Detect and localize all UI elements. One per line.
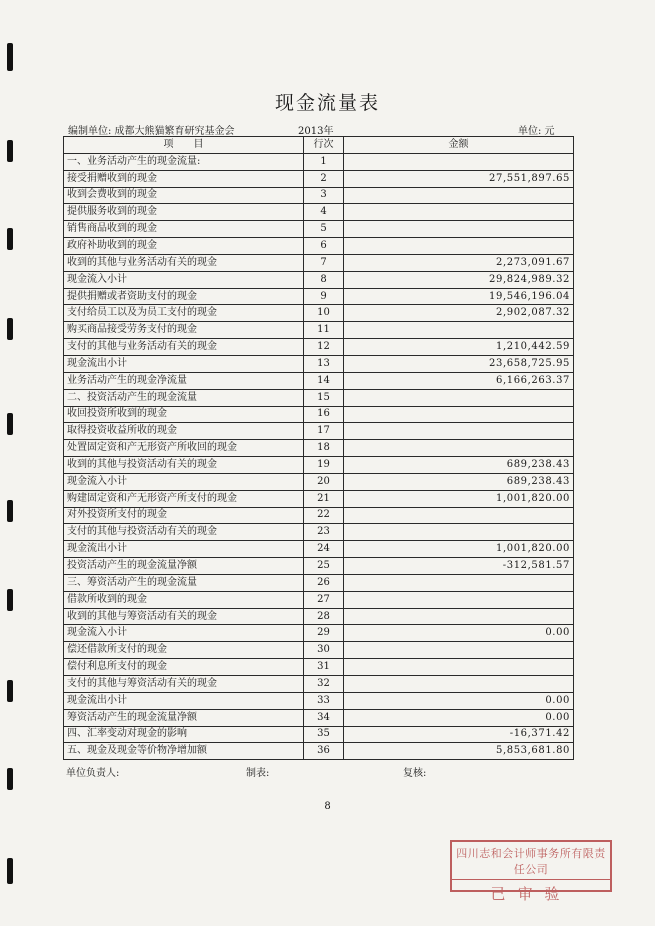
table-row [64, 507, 574, 524]
row-item: 取得投资收益所收的现金 [64, 423, 304, 440]
row-line-number: 31 [304, 659, 344, 676]
row-item: 政府补助收到的现金 [64, 238, 304, 255]
row-line-number: 27 [304, 591, 344, 608]
document-title: 现金流量表 [274, 92, 380, 114]
row-line-number: 8 [304, 271, 344, 288]
binding-hole-mark [7, 858, 13, 884]
row-amount: 6,166,263.37 [344, 372, 574, 389]
binding-hole-mark [7, 589, 13, 611]
row-amount [344, 608, 574, 625]
org-label: 编制单位: 成都大熊猫繁育研究基金会 [68, 126, 235, 137]
row-item: 接受捐赠收到的现金 [64, 170, 304, 187]
row-line-number: 14 [304, 372, 344, 389]
row-item: 三、筹资活动产生的现金流量 [64, 574, 304, 591]
table-row [64, 642, 574, 659]
row-amount: 29,824,989.32 [344, 271, 574, 288]
row-amount: 689,238.43 [344, 473, 574, 490]
row-item: 购买商品接受劳务支付的现金 [64, 322, 304, 339]
row-item: 现金流出小计 [64, 692, 304, 709]
row-amount [344, 389, 574, 406]
row-item: 销售商品收到的现金 [64, 221, 304, 238]
table-row [64, 322, 574, 339]
row-amount: 0.00 [344, 625, 574, 642]
row-item: 支付的其他与业务活动有关的现金 [64, 339, 304, 356]
header-line: 行次 [304, 137, 344, 154]
row-line-number: 18 [304, 440, 344, 457]
table-row [64, 625, 574, 642]
row-amount: -16,371.42 [344, 726, 574, 743]
table-row [64, 305, 574, 322]
row-amount [344, 676, 574, 693]
row-item: 筹资活动产生的现金流量净额 [64, 709, 304, 726]
row-item: 提供捐赠或者资助支付的现金 [64, 288, 304, 305]
row-line-number: 4 [304, 204, 344, 221]
row-amount: 0.00 [344, 709, 574, 726]
row-line-number: 15 [304, 389, 344, 406]
table-row [64, 457, 574, 474]
table-row [64, 153, 574, 170]
row-amount [344, 187, 574, 204]
binding-hole-mark [7, 228, 13, 250]
header-amount: 金额 [344, 137, 574, 154]
table-row [64, 372, 574, 389]
responsible-label: 单位负责人: [66, 768, 120, 779]
row-line-number: 11 [304, 322, 344, 339]
row-amount: 27,551,897.65 [344, 170, 574, 187]
row-line-number: 13 [304, 355, 344, 372]
table-row [64, 440, 574, 457]
binding-hole-mark [7, 413, 13, 435]
row-line-number: 22 [304, 507, 344, 524]
row-item: 支付给员工以及为员工支付的现金 [64, 305, 304, 322]
reviewer-label: 复核: [403, 768, 427, 779]
table-row [64, 726, 574, 743]
row-amount: 1,210,442.59 [344, 339, 574, 356]
row-line-number: 20 [304, 473, 344, 490]
row-item: 现金流入小计 [64, 625, 304, 642]
table-row [64, 473, 574, 490]
table-row [64, 659, 574, 676]
row-line-number: 34 [304, 709, 344, 726]
table-row [64, 743, 574, 760]
table-row [64, 524, 574, 541]
row-amount: 19,546,196.04 [344, 288, 574, 305]
row-item: 五、现金及现金等价物净增加额 [64, 743, 304, 760]
row-line-number: 19 [304, 457, 344, 474]
row-amount [344, 642, 574, 659]
table-row [64, 254, 574, 271]
row-line-number: 3 [304, 187, 344, 204]
table-row [64, 221, 574, 238]
table-row [64, 608, 574, 625]
page-number: 8 [324, 801, 331, 812]
table-row [64, 204, 574, 221]
row-line-number: 12 [304, 339, 344, 356]
table-row [64, 709, 574, 726]
table-row [64, 170, 574, 187]
binding-hole-mark [7, 500, 13, 522]
row-amount [344, 440, 574, 457]
table-row [64, 541, 574, 558]
table-row [64, 574, 574, 591]
row-item: 现金流出小计 [64, 541, 304, 558]
table-row [64, 238, 574, 255]
table-row [64, 676, 574, 693]
row-amount [344, 406, 574, 423]
row-line-number: 17 [304, 423, 344, 440]
row-line-number: 10 [304, 305, 344, 322]
row-amount: 5,853,681.80 [344, 743, 574, 760]
binding-hole-mark [7, 680, 13, 702]
row-line-number: 28 [304, 608, 344, 625]
unit-label: 单位: 元 [518, 126, 555, 137]
row-item: 一、业务活动产生的现金流量: [64, 153, 304, 170]
row-item: 收回投资所收到的现金 [64, 406, 304, 423]
row-item: 收到的其他与筹资活动有关的现金 [64, 608, 304, 625]
table-row [64, 187, 574, 204]
row-item: 业务活动产生的现金净流量 [64, 372, 304, 389]
row-line-number: 23 [304, 524, 344, 541]
row-item: 现金流出小计 [64, 355, 304, 372]
row-line-number: 30 [304, 642, 344, 659]
row-item: 支付的其他与筹资活动有关的现金 [64, 676, 304, 693]
binding-hole-mark [7, 140, 13, 162]
row-item: 现金流入小计 [64, 271, 304, 288]
table-header-row [64, 137, 574, 154]
row-line-number: 7 [304, 254, 344, 271]
table-row [64, 389, 574, 406]
table-row [64, 288, 574, 305]
row-amount: 1,001,820.00 [344, 541, 574, 558]
row-item: 现金流入小计 [64, 473, 304, 490]
row-item: 对外投资所支付的现金 [64, 507, 304, 524]
table-row [64, 490, 574, 507]
row-item: 处置固定资和产无形资产所收回的现金 [64, 440, 304, 457]
row-line-number: 36 [304, 743, 344, 760]
header-item: 项 目 [64, 137, 304, 154]
row-amount: -312,581.57 [344, 558, 574, 575]
row-line-number: 29 [304, 625, 344, 642]
cash-flow-table [63, 136, 574, 760]
row-amount [344, 659, 574, 676]
table-row [64, 423, 574, 440]
row-item: 投资活动产生的现金流量净额 [64, 558, 304, 575]
row-amount: 23,658,725.95 [344, 355, 574, 372]
row-item: 二、投资活动产生的现金流量 [64, 389, 304, 406]
row-item: 偿还借款所支付的现金 [64, 642, 304, 659]
row-amount [344, 524, 574, 541]
row-amount [344, 574, 574, 591]
table-row [64, 558, 574, 575]
table-row [64, 406, 574, 423]
row-item: 收到的其他与业务活动有关的现金 [64, 254, 304, 271]
row-amount [344, 322, 574, 339]
row-amount: 0.00 [344, 692, 574, 709]
audit-stamp [450, 840, 612, 903]
row-line-number: 2 [304, 170, 344, 187]
binding-hole-mark [7, 768, 13, 790]
row-amount: 689,238.43 [344, 457, 574, 474]
report-year: 2013年 [298, 126, 334, 137]
binding-hole-mark [7, 318, 13, 340]
row-item: 购建固定资和产无形资产所支付的现金 [64, 490, 304, 507]
stamp-audited-text: 已审验 [490, 885, 572, 903]
row-line-number: 16 [304, 406, 344, 423]
table-row [64, 339, 574, 356]
row-item: 提供服务收到的现金 [64, 204, 304, 221]
stamp-firm-name: 四川志和会计师事务所有限责任公司 [452, 842, 610, 880]
row-amount: 2,273,091.67 [344, 254, 574, 271]
row-line-number: 6 [304, 238, 344, 255]
row-amount [344, 591, 574, 608]
row-amount [344, 423, 574, 440]
row-item: 四、汇率变动对现金的影响 [64, 726, 304, 743]
binding-hole-mark [7, 43, 13, 71]
table-row [64, 692, 574, 709]
row-amount: 2,902,087.32 [344, 305, 574, 322]
row-line-number: 26 [304, 574, 344, 591]
row-line-number: 1 [304, 153, 344, 170]
row-amount: 1,001,820.00 [344, 490, 574, 507]
row-item: 收到的其他与投资活动有关的现金 [64, 457, 304, 474]
row-line-number: 24 [304, 541, 344, 558]
row-amount [344, 204, 574, 221]
row-line-number: 25 [304, 558, 344, 575]
row-item: 偿付利息所支付的现金 [64, 659, 304, 676]
row-amount [344, 153, 574, 170]
row-item: 支付的其他与投资活动有关的现金 [64, 524, 304, 541]
row-line-number: 33 [304, 692, 344, 709]
row-amount [344, 238, 574, 255]
row-line-number: 5 [304, 221, 344, 238]
row-line-number: 9 [304, 288, 344, 305]
row-amount [344, 507, 574, 524]
table-row [64, 355, 574, 372]
row-line-number: 21 [304, 490, 344, 507]
row-item: 收到会费收到的现金 [64, 187, 304, 204]
row-line-number: 32 [304, 676, 344, 693]
row-line-number: 35 [304, 726, 344, 743]
row-item: 借款所收到的现金 [64, 591, 304, 608]
table-row [64, 271, 574, 288]
table-row [64, 591, 574, 608]
preparer-label: 制表: [246, 768, 270, 779]
row-amount [344, 221, 574, 238]
